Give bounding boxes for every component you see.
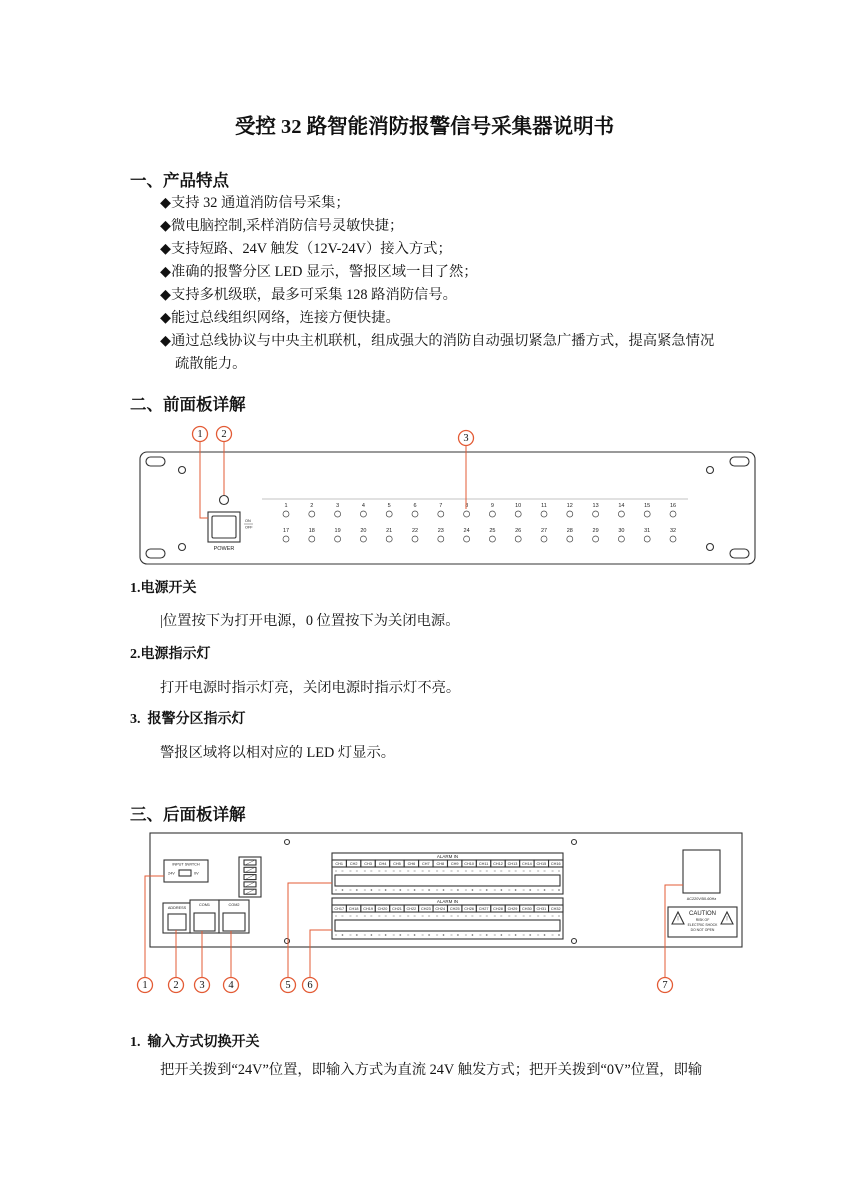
- zone-led: [618, 536, 624, 542]
- zone-led: [412, 536, 418, 542]
- led-number: 14: [618, 503, 625, 509]
- input-switch-left-label: 24V: [168, 871, 175, 876]
- led-number: 28: [566, 528, 573, 534]
- led-number: 2: [310, 503, 314, 509]
- com1-port: [194, 913, 215, 931]
- callout-number: 5: [285, 980, 291, 991]
- alarm-block-frame: [332, 853, 563, 894]
- led-number: 12: [566, 503, 573, 509]
- zone-led: [438, 536, 444, 542]
- paragraph: |位置按下为打开电源，0 位置按下为关闭电源。: [160, 613, 460, 629]
- channel-label: CH14: [522, 862, 532, 866]
- subheading-zone-indicator: 3. 报警分区指示灯: [130, 712, 246, 727]
- channel-label: CH23: [420, 907, 431, 911]
- alarm-block-header: ALARM IN: [436, 854, 459, 859]
- input-switch-label: INPUT SWITCH: [172, 862, 200, 867]
- power-input-label: AC220V/50-60Hz: [686, 897, 717, 901]
- com2-port-label: COM2: [228, 903, 240, 907]
- led-number: 19: [334, 528, 341, 534]
- zone-led: [515, 536, 521, 542]
- section-heading-features: 一、产品特点: [130, 171, 229, 190]
- paragraph: 警报区域将以相对应的 LED 灯显示。: [160, 745, 396, 761]
- paragraph: 把开关拨到“24V”位置，即输入方式为直流 24V 触发方式；把开关拨到“0V”位置，即输: [160, 1062, 703, 1078]
- com2-port: [223, 913, 245, 931]
- callout-number: 1: [197, 429, 203, 440]
- zone-led: [283, 511, 289, 517]
- led-number: 32: [669, 528, 677, 534]
- caution-line: DO NOT OPEN: [690, 928, 715, 932]
- led-number: 22: [411, 528, 419, 534]
- led-number: 3: [336, 503, 340, 509]
- led-number: 26: [515, 528, 522, 534]
- led-number: 15: [644, 503, 651, 509]
- zone-led: [541, 536, 547, 542]
- feature-item: ◆准确的报警分区 LED 显示，警报区域一目了然；: [160, 263, 478, 280]
- paragraph: 打开电源时指示灯亮，关闭电源时指示灯不亮。: [160, 680, 461, 696]
- channel-label: CH4: [378, 862, 387, 866]
- screw-hole: [572, 840, 577, 845]
- input-switch-toggle: [179, 870, 191, 876]
- channel-label: CH1: [335, 862, 344, 866]
- channel-label: CH27: [478, 907, 489, 911]
- power-switch-rocker: [212, 516, 236, 538]
- led-number: 30: [618, 528, 625, 534]
- rack-slot: [146, 549, 165, 558]
- zone-led: [489, 511, 495, 517]
- zone-led: [335, 511, 341, 517]
- address-port: [168, 914, 186, 930]
- callout-number: 1: [142, 980, 148, 991]
- section-heading-front-panel: 二、前面板详解: [130, 395, 246, 414]
- led-number: 11: [541, 503, 547, 509]
- zone-led: [386, 511, 392, 517]
- channel-label: CH3: [364, 862, 372, 866]
- zone-led: [412, 511, 418, 517]
- channel-label: CH10: [464, 862, 475, 866]
- zone-led: [593, 536, 599, 542]
- zone-led: [644, 511, 650, 517]
- channel-label: CH17: [334, 907, 345, 911]
- rack-slot: [730, 549, 749, 558]
- channel-label: CH7: [422, 862, 430, 866]
- channel-label: CH11: [478, 862, 489, 866]
- subheading-power-indicator: 2.电源指示灯: [130, 647, 211, 662]
- rear-panel-diagram: [0, 825, 849, 1000]
- subheading-input-switch: 1. 输入方式切换开关: [130, 1035, 260, 1050]
- callout-number: 6: [307, 980, 313, 991]
- channel-label: CH8: [436, 862, 445, 866]
- zone-led: [309, 536, 315, 542]
- channel-label: CH22: [406, 907, 417, 911]
- feature-item: ◆支持短路、24V 触发（12V-24V）接入方式；: [160, 240, 452, 257]
- alarm-block-frame: [332, 898, 563, 939]
- screw-hole: [707, 544, 714, 551]
- zone-led: [670, 511, 676, 517]
- terminal-block: [335, 875, 560, 886]
- led-number: 6: [413, 503, 417, 509]
- subheading-power-switch: 1.电源开关: [130, 581, 197, 596]
- channel-label: CH12: [493, 862, 503, 866]
- callout-number: 2: [173, 980, 179, 991]
- channel-label: CH6: [407, 862, 416, 866]
- channel-label: CH9: [450, 862, 459, 866]
- feature-item: ◆支持 32 通道消防信号采集；: [160, 194, 350, 211]
- address-port-label: ADDRESS: [167, 906, 187, 910]
- channel-label: CH28: [493, 907, 503, 911]
- led-number: 1: [284, 503, 288, 509]
- feature-item: ◆能过总线组织网络，连接方便快捷。: [160, 309, 400, 326]
- zone-led: [464, 511, 470, 517]
- channel-label: CH21: [392, 907, 402, 911]
- feature-item: ◆通过总线协议与中央主机联机，组成强大的消防自动强切紧急广播方式，提高紧急情况疏散能力。: [160, 332, 715, 372]
- screw-hole: [572, 939, 577, 944]
- channel-label: CH24: [435, 907, 446, 911]
- led-number: 31: [644, 528, 651, 534]
- zone-led: [541, 511, 547, 517]
- led-number: 23: [437, 528, 444, 534]
- alarm-block-header: ALARM IN: [436, 899, 459, 904]
- led-number: 8: [465, 503, 469, 509]
- led-number: 9: [490, 503, 494, 509]
- zone-led: [567, 536, 573, 542]
- zone-led: [438, 511, 444, 517]
- channel-label: CH30: [522, 907, 532, 911]
- channel-label: CH26: [464, 907, 475, 911]
- zone-led: [489, 536, 495, 542]
- channel-label: CH29: [507, 907, 518, 911]
- zone-led: [567, 511, 573, 517]
- callout-number: 3: [463, 433, 469, 444]
- alarm-input-block-2: [332, 898, 563, 939]
- zone-led: [670, 536, 676, 542]
- power-led: [220, 496, 229, 505]
- section-heading-rear-panel: 三、后面板详解: [130, 805, 246, 824]
- zone-led: [464, 536, 470, 542]
- rack-slot: [146, 457, 165, 466]
- switch-on-label: ON: [245, 519, 251, 523]
- channel-label: CH20: [377, 907, 388, 911]
- screw-hole: [707, 467, 714, 474]
- led-number: 21: [386, 528, 393, 534]
- com1-port-label: COM1: [199, 903, 210, 907]
- document-title: 受控 32 路智能消防报警信号采集器说明书: [234, 116, 615, 138]
- led-number: 7: [439, 503, 443, 509]
- led-number: 27: [540, 528, 548, 534]
- terminal-block: [335, 920, 560, 931]
- callout-number: 3: [199, 980, 205, 991]
- zone-led: [309, 511, 315, 517]
- power-input-socket: [683, 850, 720, 893]
- front-panel-diagram: [0, 420, 849, 580]
- zone-led: [360, 536, 366, 542]
- caution-line: ELECTRIC SHOCK: [687, 923, 718, 927]
- led-number: 17: [282, 528, 290, 534]
- channel-label: CH16: [550, 862, 561, 866]
- led-number: 5: [387, 503, 391, 509]
- led-number: 10: [515, 503, 522, 509]
- channel-label: CH5: [393, 862, 401, 866]
- led-number: 16: [669, 503, 677, 509]
- screw-hole: [179, 467, 186, 474]
- led-number: 24: [463, 528, 470, 534]
- channel-label: CH13: [507, 862, 518, 866]
- led-number: 4: [361, 503, 365, 509]
- rack-slot: [730, 457, 749, 466]
- switch-off-label: OFF: [245, 525, 253, 530]
- zone-led: [386, 536, 392, 542]
- channel-label: CH2: [349, 862, 358, 866]
- channel-label: CH18: [348, 907, 359, 911]
- terminal-pins: [244, 860, 256, 894]
- zone-led: [618, 511, 624, 517]
- screw-hole: [179, 544, 186, 551]
- zone-led: [360, 511, 366, 517]
- led-number: 13: [592, 503, 599, 509]
- caution-line: RISK OF: [695, 918, 710, 922]
- led-number: 20: [360, 528, 367, 534]
- alarm-input-block-1: [332, 853, 563, 894]
- input-switch-right-label: 0V: [194, 871, 199, 876]
- callout-number: 7: [662, 980, 668, 991]
- feature-list: [160, 192, 725, 376]
- led-number: 18: [308, 528, 315, 534]
- zone-led: [283, 536, 289, 542]
- callout-number: 4: [228, 980, 234, 991]
- channel-label: CH32: [550, 907, 561, 911]
- led-number: 29: [592, 528, 599, 534]
- screw-hole: [285, 939, 290, 944]
- zone-led: [593, 511, 599, 517]
- callout-number: 2: [221, 429, 227, 440]
- zone-led: [515, 511, 521, 517]
- channel-label: CH31: [536, 907, 547, 911]
- channel-label: CH25: [449, 907, 460, 911]
- zone-led: [335, 536, 341, 542]
- caution-title: CAUTION: [689, 911, 716, 917]
- led-number: 25: [489, 528, 496, 534]
- zone-led: [644, 536, 650, 542]
- feature-item: ◆支持多机级联，最多可采集 128 路消防信号。: [160, 286, 457, 303]
- channel-label: CH15: [536, 862, 547, 866]
- feature-item: ◆微电脑控制,采样消防信号灵敏快捷；: [160, 217, 404, 234]
- power-label: POWER: [213, 546, 235, 552]
- screw-hole: [285, 840, 290, 845]
- channel-label: CH19: [363, 907, 373, 911]
